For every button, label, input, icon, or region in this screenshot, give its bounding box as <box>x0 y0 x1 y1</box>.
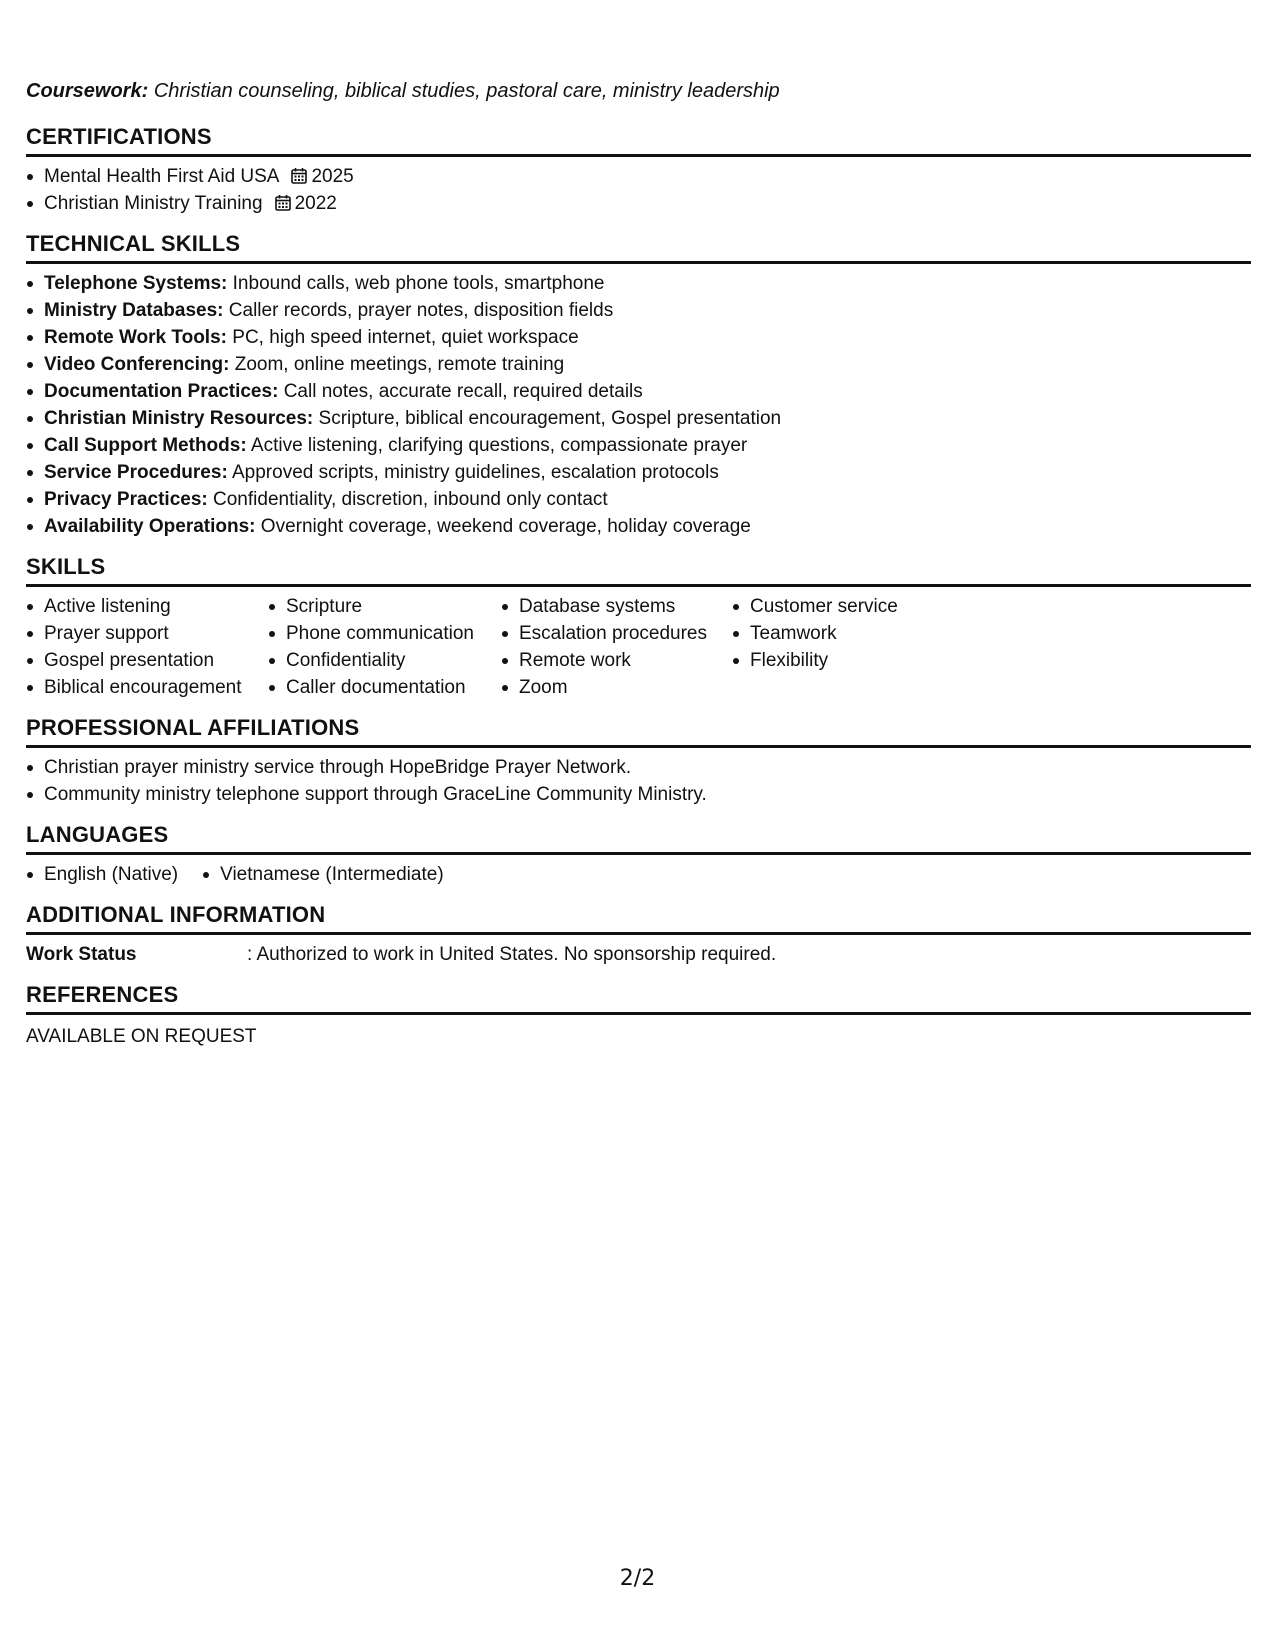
skills-grid <box>26 593 1251 701</box>
certifications-heading: CERTIFICATIONS <box>26 124 1251 157</box>
affiliation-item: Community ministry telephone support through GraceLine Community Ministry. <box>26 781 1251 808</box>
languages-heading: LANGUAGES <box>26 822 1251 855</box>
skill-item: Teamwork <box>732 620 952 647</box>
skill-item: Customer service <box>732 593 952 620</box>
technical-skill-label: Remote Work Tools: <box>44 327 227 348</box>
technical-skill-item <box>26 324 1251 351</box>
certification-year: 2022 <box>294 193 337 214</box>
work-status-value: : Authorized to work in United States. No sponsorship required. <box>247 944 777 965</box>
technical-skill-label: Privacy Practices: <box>44 489 208 510</box>
skill-item: Remote work <box>501 647 732 674</box>
technical-skill-text: Approved scripts, ministry guidelines, escalation protocols <box>232 462 719 483</box>
technical-skill-item <box>26 378 1251 405</box>
technical-skill-label: Ministry Databases: <box>44 300 224 321</box>
technical-skill-item <box>26 405 1251 432</box>
skill-item: Scripture <box>268 593 501 620</box>
coursework-text: Christian counseling, biblical studies, pastoral care, ministry leadership <box>153 80 780 102</box>
affiliation-item: Christian prayer ministry service through HopeBridge Prayer Network. <box>26 754 1251 781</box>
technical-skill-label: Documentation Practices: <box>44 381 279 402</box>
skill-item: Confidentiality <box>268 647 501 674</box>
skills-column <box>501 593 732 701</box>
technical-skill-item <box>26 486 1251 513</box>
skill-item: Gospel presentation <box>26 647 268 674</box>
technical-skill-text: Inbound calls, web phone tools, smartphone <box>232 273 605 294</box>
skill-item: Prayer support <box>26 620 268 647</box>
skill-item: Caller documentation <box>268 674 501 701</box>
technical-skill-label: Call Support Methods: <box>44 435 247 456</box>
certification-name: Mental Health First Aid USA <box>44 166 280 187</box>
skill-item: Database systems <box>501 593 732 620</box>
references-section <box>26 982 1251 1050</box>
technical-skill-item <box>26 513 1251 540</box>
languages-list <box>26 861 468 888</box>
technical-skill-text: Overnight coverage, weekend coverage, holiday coverage <box>260 516 751 537</box>
languages-row <box>26 861 1251 888</box>
technical-skills-heading: TECHNICAL SKILLS <box>26 231 1251 264</box>
technical-skill-text: Call notes, accurate recall, required details <box>283 381 643 402</box>
certification-item <box>26 190 1251 217</box>
technical-skill-item <box>26 432 1251 459</box>
certification-year: 2025 <box>311 166 354 187</box>
additional-info-heading: ADDITIONAL INFORMATION <box>26 902 1251 935</box>
skills-heading: SKILLS <box>26 554 1251 587</box>
references-heading: REFERENCES <box>26 982 1251 1015</box>
skills-section <box>26 554 1251 701</box>
technical-skill-label: Telephone Systems: <box>44 273 228 294</box>
technical-skill-text: Confidentiality, discretion, inbound only contact <box>213 489 608 510</box>
technical-skill-item <box>26 459 1251 486</box>
technical-skill-item <box>26 297 1251 324</box>
skills-column <box>26 593 268 701</box>
technical-skill-label: Availability Operations: <box>44 516 256 537</box>
skill-item: Active listening <box>26 593 268 620</box>
coursework-line <box>26 74 1251 108</box>
technical-skills-list <box>26 270 1251 540</box>
technical-skill-label: Christian Ministry Resources: <box>44 408 314 429</box>
technical-skill-item <box>26 351 1251 378</box>
certification-name: Christian Ministry Training <box>44 193 263 214</box>
calendar-icon <box>291 167 307 184</box>
language-item: Vietnamese (Intermediate) <box>202 861 444 888</box>
technical-skill-text: Active listening, clarifying questions, compassionate prayer <box>250 435 748 456</box>
technical-skill-text: Zoom, online meetings, remote training <box>234 354 565 375</box>
technical-skill-text: Scripture, biblical encouragement, Gospel presentation <box>318 408 782 429</box>
technical-skill-item <box>26 270 1251 297</box>
certification-item <box>26 163 1251 190</box>
technical-skills-section <box>26 231 1251 540</box>
additional-info-section <box>26 902 1251 968</box>
affiliations-heading: PROFESSIONAL AFFILIATIONS <box>26 715 1251 748</box>
skills-column <box>732 593 952 701</box>
affiliations-list <box>26 754 1251 808</box>
references-text: AVAILABLE ON REQUEST <box>26 1026 257 1047</box>
skill-item: Escalation procedures <box>501 620 732 647</box>
skills-column <box>268 593 501 701</box>
skill-item: Zoom <box>501 674 732 701</box>
technical-skill-label: Service Procedures: <box>44 462 228 483</box>
certifications-list <box>26 163 1251 217</box>
resume-page <box>26 74 1251 1064</box>
skill-item: Flexibility <box>732 647 952 674</box>
coursework-label: Coursework: <box>26 80 149 102</box>
language-item: English (Native) <box>26 861 178 888</box>
work-status-label: Work Status <box>26 944 137 965</box>
technical-skill-text: Caller records, prayer notes, disposition fields <box>228 300 614 321</box>
certifications-section <box>26 124 1251 217</box>
skill-item: Phone communication <box>268 620 501 647</box>
languages-section <box>26 822 1251 888</box>
skill-item: Biblical encouragement <box>26 674 268 701</box>
calendar-icon <box>275 194 291 211</box>
affiliations-section <box>26 715 1251 808</box>
page-number: 2/2 <box>619 1566 656 1591</box>
technical-skill-text: PC, high speed internet, quiet workspace <box>232 327 579 348</box>
technical-skill-label: Video Conferencing: <box>44 354 230 375</box>
work-status-row <box>26 941 1251 968</box>
